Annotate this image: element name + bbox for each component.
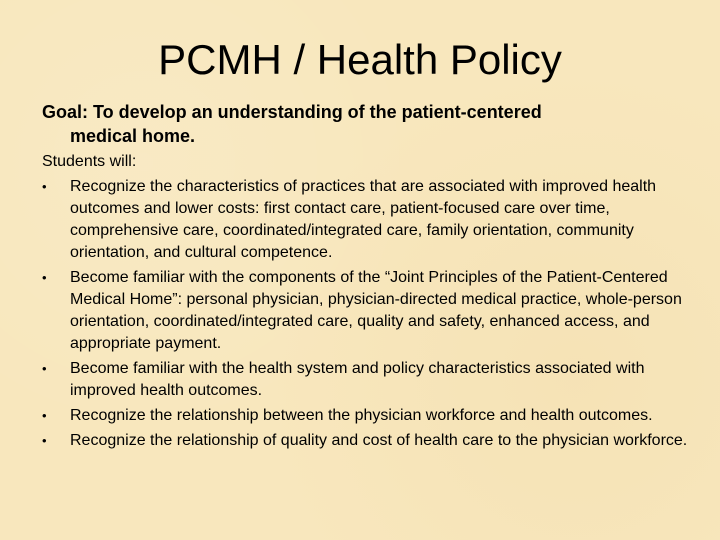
bullet-icon: •: [42, 179, 47, 194]
bullet-icon: •: [42, 433, 47, 448]
objectives-list: [42, 176, 692, 455]
list-item: [42, 176, 692, 264]
list-item-text: Become familiar with the components of the “Joint Principles of the Patient-Centered Medical Home”: personal physician, physician-directed medical practice, whole-person orientation, coordinated/integrated care, quality and safety, enhanced access, and appropriate payment.: [70, 269, 682, 352]
goal-line-1: Goal: To develop an understanding of the patient-centered: [42, 102, 542, 122]
bullet-icon: •: [42, 361, 47, 376]
slide-title: PCMH / Health Policy: [158, 36, 562, 83]
list-item-text: Recognize the relationship of quality and cost of health care to the physician workforce.: [70, 432, 688, 449]
bullet-icon: •: [42, 408, 47, 423]
students-label: Students will:: [42, 153, 137, 170]
list-item: [42, 358, 692, 402]
list-item-text: Recognize the relationship between the physician workforce and health outcomes.: [70, 407, 653, 424]
goal-line-2: medical home.: [70, 126, 196, 146]
list-item-text: Recognize the characteristics of practices that are associated with improved health outcomes and lower costs: first contact care, patient-focused care over time, comprehensive care, coordinated/integrated care, family orientation, community orientation, and cultural competence.: [70, 178, 657, 261]
goal-statement: [42, 100, 682, 148]
list-item: [42, 405, 692, 427]
list-item: [42, 267, 692, 355]
list-item-text: Become familiar with the health system and policy characteristics associated with improved health outcomes.: [70, 360, 645, 399]
bullet-icon: •: [42, 270, 47, 285]
list-item: [42, 430, 692, 452]
